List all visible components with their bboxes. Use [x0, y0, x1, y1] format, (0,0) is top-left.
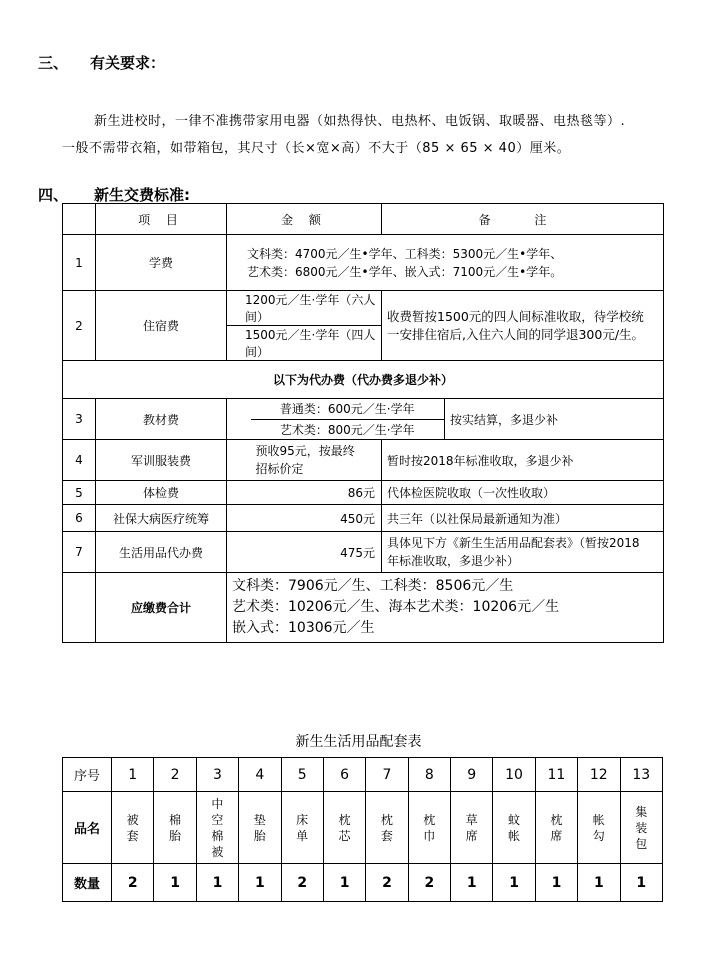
textbook-amount-art: 艺术类：800元／生·学年 — [251, 419, 445, 439]
supplies-note-line-2: 年标准收取，多退少补） — [387, 554, 520, 568]
supply-qty: 2 — [112, 864, 154, 902]
supply-number: 9 — [451, 758, 493, 792]
supplies-number-row — [63, 758, 663, 792]
tuition-detail — [227, 235, 664, 291]
total-detail — [227, 573, 664, 643]
supply-name — [451, 792, 493, 864]
number-label: 序号 — [63, 758, 112, 792]
section3-paragraph-1: 新生进校时，一律不准携带家用电器（如热得快、电热杯、电饭锅、取暖器、电热毯等）. — [94, 114, 626, 129]
fee-row-tuition — [63, 235, 664, 291]
supply-name — [239, 792, 281, 864]
row-item: 军训服装费 — [96, 440, 227, 481]
section3-paragraph-2: 一般不需带衣箱，如带箱包，其尺寸（长×宽×高）不大于（85 × 65 × 40）厘米。 — [62, 141, 571, 156]
insurance-amount: 450元 — [227, 505, 382, 532]
section4-heading — [38, 184, 190, 205]
supply-name-text: 集装包 — [635, 804, 648, 851]
supply-name — [281, 792, 323, 864]
supply-number: 1 — [112, 758, 154, 792]
supply-name-text: 枕芯 — [338, 812, 351, 843]
row-number: 1 — [63, 235, 96, 291]
supply-qty: 1 — [493, 864, 535, 902]
supply-name — [112, 792, 154, 864]
row-item: 教材费 — [96, 399, 227, 440]
supply-number: 2 — [154, 758, 196, 792]
supply-qty: 1 — [323, 864, 365, 902]
section3-heading — [38, 52, 165, 73]
row-item: 学费 — [96, 235, 227, 291]
supply-name-text: 垫胎 — [253, 812, 266, 843]
uniform-amount-line-2: 招标价定 — [255, 462, 304, 476]
supply-qty: 1 — [451, 864, 493, 902]
supply-name-text: 棉胎 — [169, 812, 182, 843]
supply-name — [535, 792, 577, 864]
supply-number: 5 — [281, 758, 323, 792]
agency-fee-section-row — [63, 361, 664, 399]
uniform-amount — [251, 440, 382, 481]
fee-row-supplies — [63, 532, 664, 573]
section4-number: 四、 — [38, 186, 69, 204]
fee-row-uniform — [63, 440, 664, 481]
dorm-note — [382, 291, 664, 361]
supply-number: 7 — [366, 758, 408, 792]
supply-name-text: 被套 — [126, 812, 139, 843]
name-label: 品名 — [63, 792, 112, 864]
row-number: 4 — [63, 440, 96, 481]
total-line-2: 艺术类：10206元／生、海本艺术类：10206元／生 — [232, 599, 560, 615]
supply-name-text: 枕巾 — [423, 812, 436, 843]
supply-name-text: 床单 — [296, 812, 309, 843]
supply-name — [493, 792, 535, 864]
supply-qty: 1 — [239, 864, 281, 902]
row-item: 生活用品代办费 — [96, 532, 227, 573]
supply-name — [578, 792, 620, 864]
supply-name-text: 中空棉被 — [211, 796, 224, 859]
row-number: 5 — [63, 481, 96, 505]
supplies-amount: 475元 — [227, 532, 382, 573]
tuition-line-1: 文科类：4700元／生•学年、工科类：5300元／生•学年、 — [247, 246, 563, 261]
supply-qty: 1 — [535, 864, 577, 902]
supplies-title: 新生生活用品配套表 — [295, 734, 422, 750]
dorm-amount-4: 1500元／生·学年（四人间） — [227, 326, 381, 361]
textbook-amount-cell — [251, 399, 445, 440]
dorm-note-line-2: 一安排住宿后,入住六人间的同学退300元/生。 — [387, 326, 645, 342]
supply-name — [154, 792, 196, 864]
supply-number: 3 — [196, 758, 238, 792]
textbook-note: 按实结算，多退少补 — [445, 399, 664, 440]
section3-title: 有关要求： — [90, 54, 166, 72]
dorm-amount-6: 1200元／生·学年（六人间） — [245, 293, 376, 324]
qty-label: 数量 — [63, 864, 112, 902]
supply-number: 10 — [493, 758, 535, 792]
fee-table-header-row — [63, 204, 664, 235]
total-line-1: 文科类：7906元／生、工科类：8506元／生 — [232, 578, 514, 594]
supply-name-text: 草席 — [465, 812, 478, 843]
uniform-note: 暂时按2018年标准收取，多退少补 — [382, 440, 664, 481]
supply-number: 6 — [323, 758, 365, 792]
supply-qty: 1 — [154, 864, 196, 902]
textbook-amount-regular: 普通类：600元／生·学年 — [279, 402, 415, 417]
total-line-3: 嵌入式：10306元／生 — [232, 620, 375, 636]
fee-row-insurance — [63, 505, 664, 532]
fee-row-dorm — [63, 291, 664, 361]
supply-name-text: 枕套 — [380, 812, 393, 843]
supply-qty: 1 — [578, 864, 620, 902]
agency-fee-section: 以下为代办费（代办费多退少补） — [63, 361, 664, 399]
header-amount: 金 额 — [227, 204, 382, 235]
section4-title: 新生交费标准: — [94, 186, 191, 204]
total-label: 应缴费合计 — [96, 573, 227, 643]
dorm-note-line-1: 收费暂按1500元的四人间标准收取，待学校统 — [387, 308, 644, 324]
row-number: 6 — [63, 505, 96, 532]
supply-qty: 2 — [408, 864, 450, 902]
supply-qty: 2 — [281, 864, 323, 902]
fee-table — [62, 203, 664, 643]
row-number: 2 — [63, 291, 96, 361]
supply-number: 13 — [620, 758, 663, 792]
supply-qty: 1 — [620, 864, 663, 902]
dorm-amount-cell — [227, 291, 382, 361]
supply-name — [323, 792, 365, 864]
fee-row-checkup — [63, 481, 664, 505]
header-item: 项 目 — [96, 204, 227, 235]
supply-name-text: 蚊帐 — [508, 812, 521, 843]
supplies-note-line-1: 具体见下方《新生生活用品配套表》（暂按2018 — [387, 536, 640, 550]
supply-number: 12 — [578, 758, 620, 792]
row-number: 3 — [63, 399, 96, 440]
supply-number: 8 — [408, 758, 450, 792]
insurance-note: 共三年（以社保局最新通知为准） — [382, 505, 664, 532]
supply-name — [196, 792, 238, 864]
supply-number: 11 — [535, 758, 577, 792]
checkup-note: 代体检医院收取（一次性收取） — [382, 481, 664, 505]
supply-name — [408, 792, 450, 864]
supply-name-text: 枕席 — [550, 812, 563, 843]
tuition-line-2: 艺术类：6800元／生•学年、嵌入式：7100元／生•学年。 — [247, 264, 563, 279]
uniform-amount-line-1: 预收95元，按最终 — [255, 444, 355, 458]
supply-qty: 2 — [366, 864, 408, 902]
supply-qty: 1 — [196, 864, 238, 902]
checkup-amount: 86元 — [227, 481, 382, 505]
supplies-qty-row — [63, 864, 663, 902]
supplies-note — [382, 532, 664, 573]
supply-number: 4 — [239, 758, 281, 792]
fee-row-total — [63, 573, 664, 643]
fee-row-textbook — [63, 399, 664, 440]
row-item: 体检费 — [96, 481, 227, 505]
row-item: 住宿费 — [96, 291, 227, 361]
supply-name — [620, 792, 663, 864]
supplies-name-row — [63, 792, 663, 864]
row-item: 社保大病医疗统筹 — [96, 505, 227, 532]
section3-number: 三、 — [38, 54, 69, 72]
row-number: 7 — [63, 532, 96, 573]
supplies-table — [62, 757, 663, 902]
supply-name-text: 帐勾 — [592, 812, 605, 843]
supply-name — [366, 792, 408, 864]
header-note: 备 注 — [382, 204, 664, 235]
